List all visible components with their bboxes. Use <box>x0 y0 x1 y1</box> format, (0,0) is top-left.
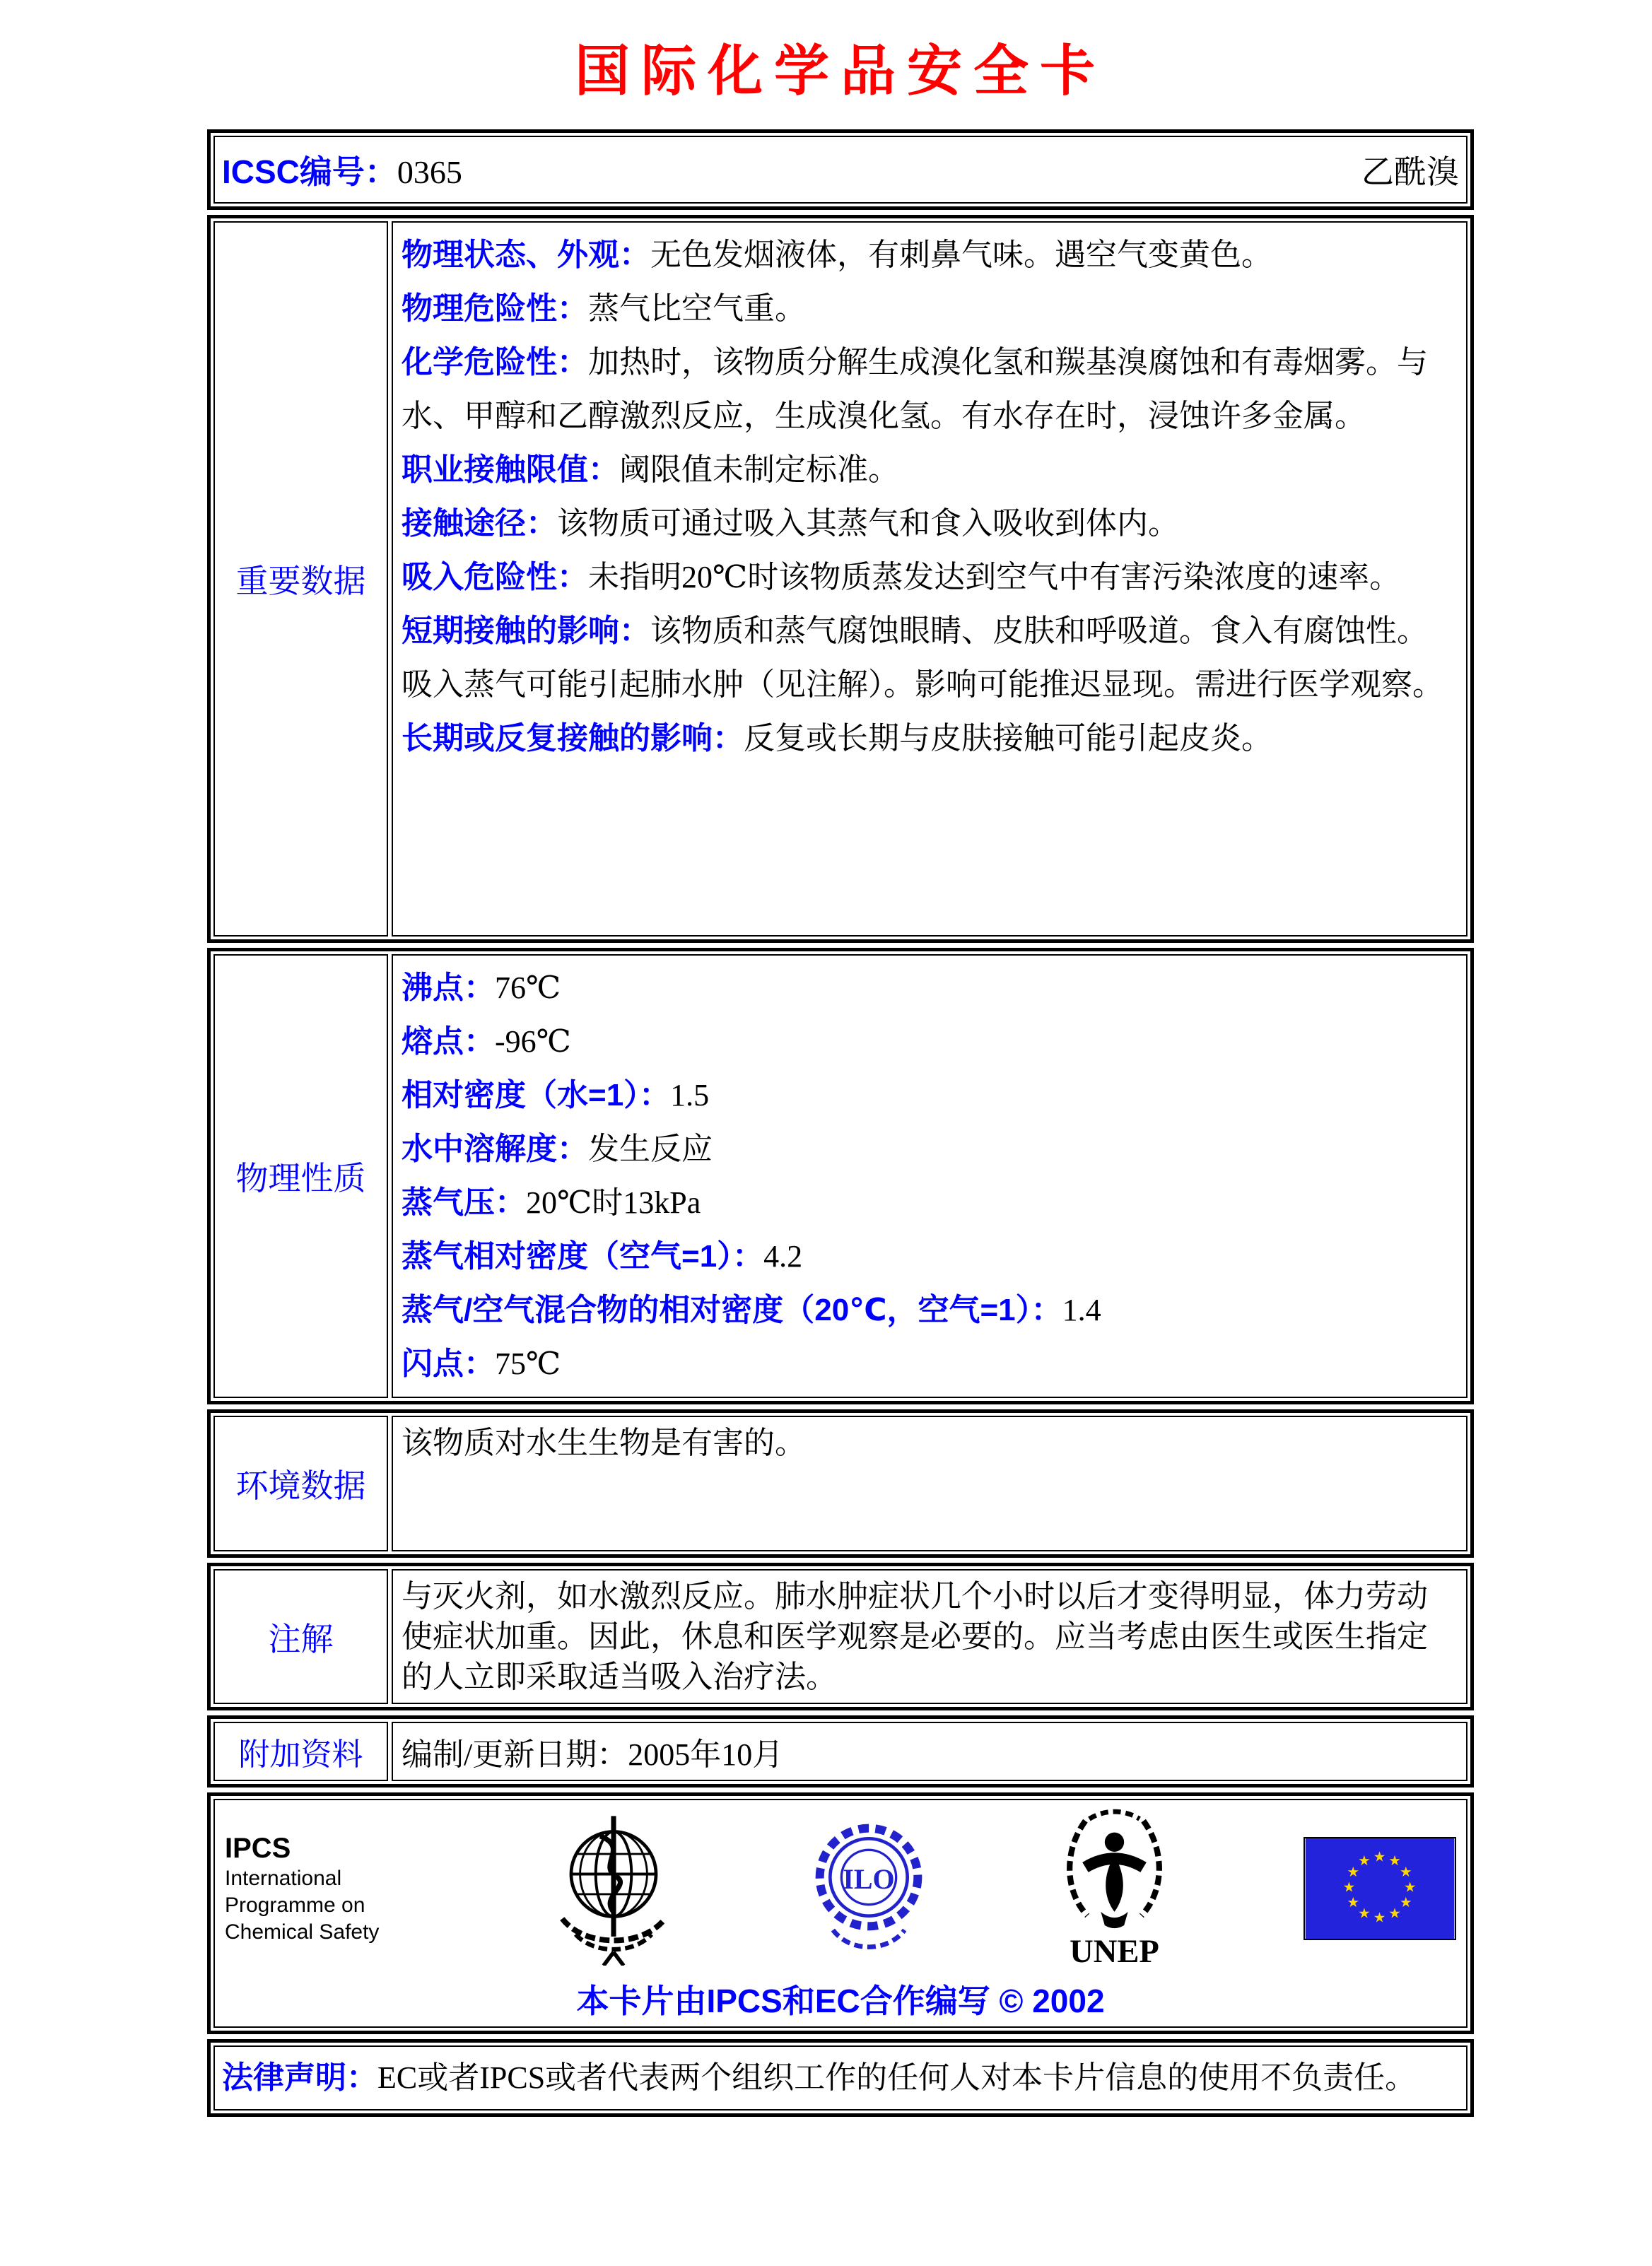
notes-section <box>207 1563 1474 1710</box>
data-field <box>402 604 1458 712</box>
field-label: 相对密度（水=1）： <box>402 1078 671 1113</box>
field-label: 熔点： <box>402 1024 495 1059</box>
field-value: 1.4 <box>1062 1293 1101 1327</box>
legal-content <box>213 2045 1468 2111</box>
header-section <box>207 129 1474 210</box>
field-value: 20℃时13kPa <box>526 1185 701 1220</box>
ilo-logo-text: ILO <box>842 1863 895 1895</box>
important-data-section <box>207 215 1474 943</box>
physical-properties-content <box>392 954 1468 1398</box>
property-field <box>402 1069 1458 1122</box>
environmental-data-section <box>207 1409 1474 1558</box>
legal-label: 法律声明： <box>222 2060 377 2095</box>
field-label: 长期或反复接触的影响： <box>402 721 744 756</box>
field-label: 化学危险性： <box>402 345 588 380</box>
field-value: 阈限值未制定标准。 <box>619 452 899 487</box>
section-label-environmental-data: 环境数据 <box>213 1416 388 1551</box>
svg-text:★: ★ <box>1373 1909 1386 1926</box>
icsc-number-value: 0365 <box>397 154 462 190</box>
who-logo-icon <box>546 1812 681 1966</box>
additional-info-section <box>207 1715 1474 1787</box>
eu-flag-icon <box>1304 1837 1456 1940</box>
legal-text: EC或者IPCS或者代表两个组织工作的任何人对本卡片信息的使用不负责任。 <box>377 2060 1417 2095</box>
icsc-number-group <box>222 146 462 193</box>
field-value: 该物质和蒸气腐蚀眼睛、皮肤和呼吸道。食入有腐蚀性。吸入蒸气可能引起肺水肿（见注解）。影响可能推迟显现。需进行医学观察。 <box>402 614 1443 702</box>
property-field <box>402 961 1458 1015</box>
property-field <box>402 1122 1458 1176</box>
property-field <box>402 1230 1458 1284</box>
logos-section <box>207 1792 1474 2034</box>
ipcs-line-3: Chemical Safety <box>225 1920 380 1944</box>
field-value: 加热时，该物质分解生成溴化氢和羰基溴腐蚀和有毒烟雾。与水、甲醇和乙醇激烈反应，生成溴化氢。有水存在时，浸蚀许多金属。 <box>402 345 1428 433</box>
data-field <box>402 712 1458 765</box>
field-label: 职业接触限值： <box>402 452 619 487</box>
property-field <box>402 1176 1458 1230</box>
svg-text:★: ★ <box>1399 1863 1412 1880</box>
chemical-name: 乙酰溴 <box>1361 154 1459 190</box>
field-label: 吸入危险性： <box>402 560 588 594</box>
important-data-content <box>392 221 1468 937</box>
cooperation-caption <box>225 1976 1456 2022</box>
ilo-logo-icon <box>812 1815 925 1962</box>
data-field <box>402 282 1458 336</box>
unep-logo-text: UNEP <box>1069 1934 1159 1970</box>
data-field <box>402 336 1458 443</box>
section-label-additional-info: 附加资料 <box>213 1722 388 1781</box>
caption-text: 本卡片由IPCS和EC合作编写 <box>576 1983 990 2019</box>
environmental-data-content: 该物质对水生生物是有害的。 <box>392 1416 1468 1551</box>
icsc-card <box>207 129 1474 2117</box>
ipcs-line-1: International <box>225 1867 342 1890</box>
field-label: 闪点： <box>402 1346 495 1381</box>
svg-text:★: ★ <box>1388 1853 1401 1869</box>
svg-text:★: ★ <box>1388 1905 1401 1922</box>
data-field <box>402 497 1458 551</box>
svg-text:★: ★ <box>1358 1853 1371 1869</box>
field-value: 发生反应 <box>588 1132 713 1166</box>
svg-text:★: ★ <box>1373 1848 1386 1865</box>
page-title: 国际化学品安全卡 <box>574 40 1106 102</box>
field-value: 蒸气比空气重。 <box>588 291 806 326</box>
field-value: 4.2 <box>763 1239 803 1274</box>
field-label: 接触途径： <box>402 506 557 541</box>
property-field <box>402 1284 1458 1337</box>
caption-copyright: © 2002 <box>999 1983 1105 2019</box>
field-value: 无色发烟液体，有刺鼻气味。遇空气变黄色。 <box>650 237 1272 272</box>
svg-text:★: ★ <box>1399 1894 1412 1910</box>
field-value: 75℃ <box>495 1346 561 1381</box>
ipcs-acronym: IPCS <box>225 1833 291 1864</box>
field-label: 物理状态、外观： <box>402 237 650 272</box>
field-value: 该物质可通过吸入其蒸气和食入吸收到体内。 <box>557 506 1179 541</box>
property-field <box>402 1337 1458 1391</box>
field-value: 1.5 <box>670 1078 710 1113</box>
additional-info-content: 编制/更新日期：2005年10月 <box>392 1722 1468 1781</box>
field-value: 反复或长期与皮肤接触可能引起皮炎。 <box>744 721 1272 756</box>
data-field <box>402 443 1458 497</box>
logos-row <box>225 1807 1456 1970</box>
svg-text:★: ★ <box>1358 1905 1371 1922</box>
svg-text:★: ★ <box>1403 1879 1417 1896</box>
field-label: 短期接触的影响： <box>402 614 650 648</box>
property-field <box>402 1015 1458 1069</box>
field-value: 76℃ <box>495 970 561 1005</box>
field-value: 未指明20℃时该物质蒸发达到空气中有害污染浓度的速率。 <box>588 560 1401 594</box>
unep-logo-icon <box>1056 1807 1173 1970</box>
logos-content <box>213 1799 1468 2028</box>
section-label-notes: 注解 <box>213 1569 388 1704</box>
field-label: 水中溶解度： <box>402 1132 588 1166</box>
svg-text:★: ★ <box>1342 1879 1356 1896</box>
icsc-number-label: ICSC编号： <box>222 153 397 190</box>
section-label-physical-properties: 物理性质 <box>213 954 388 1398</box>
header-row <box>213 136 1468 204</box>
ipcs-text-block <box>225 1831 416 1946</box>
field-value: -96℃ <box>495 1024 571 1059</box>
data-field <box>402 551 1458 604</box>
field-label: 物理危险性： <box>402 291 588 326</box>
field-label: 蒸气压： <box>402 1185 526 1220</box>
notes-content: 与灭火剂，如水激烈反应。肺水肿症状几个小时以后才变得明显，体力劳动使症状加重。因此，休息和医学观察是必要的。应当考虑由医生或医生指定的人立即采取适当吸入治疗法。 <box>392 1569 1468 1704</box>
physical-properties-section <box>207 948 1474 1404</box>
svg-text:★: ★ <box>1347 1894 1360 1910</box>
field-label: 蒸气/空气混合物的相对密度（20℃，空气=1）： <box>402 1293 1062 1327</box>
field-label: 蒸气相对密度（空气=1）： <box>402 1239 764 1274</box>
legal-section <box>207 2039 1474 2117</box>
section-label-important-data: 重要数据 <box>213 221 388 937</box>
field-label: 沸点： <box>402 970 495 1005</box>
data-field <box>402 228 1458 282</box>
svg-text:★: ★ <box>1347 1863 1360 1880</box>
ipcs-line-2: Programme on <box>225 1894 365 1917</box>
